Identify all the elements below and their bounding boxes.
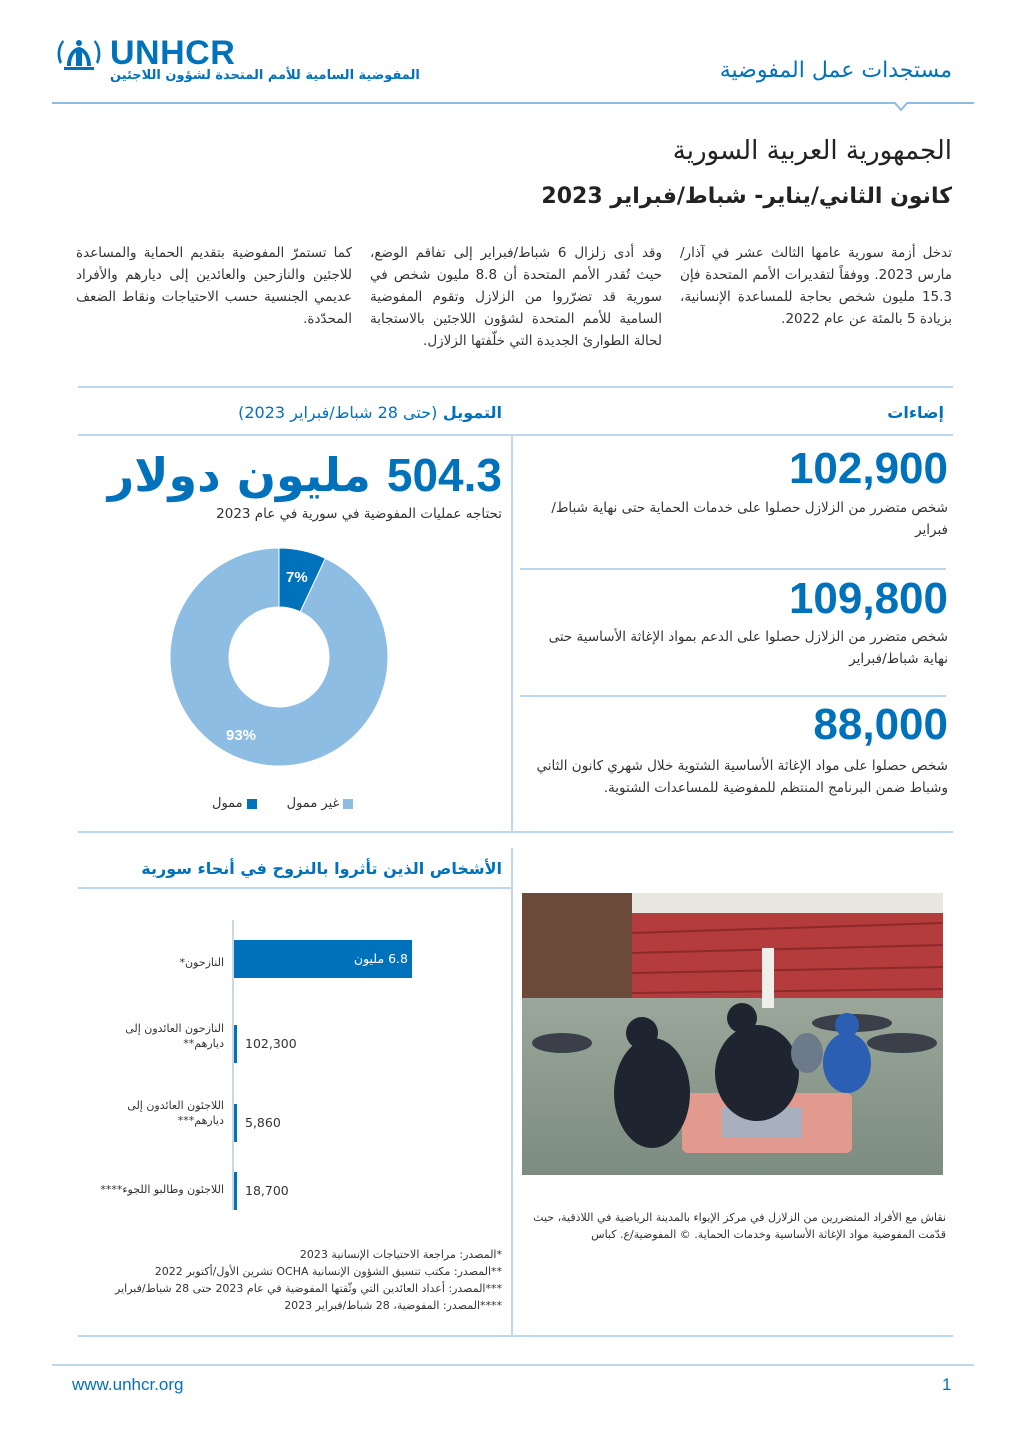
donut-label-funded: 7% [286, 568, 308, 586]
legend-funded [212, 796, 257, 811]
donut-slice-unfunded [170, 548, 388, 766]
highlight-number-1: 102,900 [788, 444, 948, 493]
legend-unfunded [287, 796, 354, 811]
source-note-4: ****المصدر: المفوضية، 28 شباط/فبراير 2023 [284, 1299, 502, 1312]
intro-paragraph-1: تدخل أزمة سورية عامها الثالث عشر في آذار/مارس 2023. ووفقاً لتقديرات الأمم المتحدة فإن 15.3 مليون شخص بحاجة للمساعدة الإنسانية، بزيادة 5 بالمئة عن عام 2022. [680, 245, 952, 327]
highlight-number-2: 109,800 [788, 574, 948, 623]
highlight-number-3: 88,000 [813, 700, 948, 749]
page-number: 1 [942, 1375, 952, 1394]
bar-label-refugees-asylum: اللاجئون وطالبو اللجوء**** [100, 1183, 224, 1196]
highlight-text-2: شخص متضرر من الزلازل حصلوا على الدعم بمواد الإغاثة الأساسية حتى نهاية شباط/فبراير [548, 629, 948, 667]
highlights-title: إضاءات [887, 403, 944, 422]
bar-label-idp-returnees: النازحون العائدون إلى ديارهم** [125, 1022, 224, 1050]
bar-idp-returnees [234, 1025, 237, 1063]
section-divider-bottom [78, 1335, 953, 1337]
bar-idps-value: 6.8 مليون [353, 951, 408, 966]
legend-unfunded-label: غير ممول [286, 796, 340, 811]
highlight-divider-2 [520, 695, 946, 697]
source-note-2: **المصدر: مكتب تنسيق الشؤون الإنسانية OCHA تشرين الأول/أكتوبر 2022 [154, 1265, 502, 1278]
funding-amount-unit: مليون دولار [107, 448, 371, 502]
source-note-3: ***المصدر: أعداد العائدين التي وثّقتها المفوضية في عام 2023 حتى 28 شباط/فبراير [115, 1282, 502, 1295]
page-title: الجمهورية العربية السورية [672, 136, 952, 166]
shelter-photo [522, 893, 943, 1175]
section-divider-top [78, 386, 953, 388]
header-divider [52, 102, 974, 104]
footer-website-link[interactable]: www.unhcr.org [72, 1375, 184, 1394]
bar-label-idps: النازحون* [179, 956, 224, 969]
photo-caption: نقاش مع الأفراد المتضررين من الزلازل في مركز الإيواء بالمدينة الرياضية في اللاذقية، حيث قدّمت المفوضية مواد الإغاثة الأساسية وخدمات الحماية. © المفوضية/ع. كباس [533, 1211, 946, 1241]
highlight-divider-1 [520, 568, 946, 570]
footer-divider [52, 1364, 974, 1366]
header-notch-icon [894, 102, 908, 112]
document-type: مستجدات عمل المفوضية [719, 58, 952, 83]
legend-funded-swatch [247, 799, 257, 809]
donut-label-unfunded: 93% [225, 727, 257, 744]
logo-wordmark: UNHCR [110, 34, 236, 72]
intro-paragraph-2: وقد أدى زلزال 6 شباط/فبراير إلى تفاقم الوضع، حيث تُقدر الأمم المتحدة أن 8.8 مليون شخص في سورية قد تضرّروا من الزلازل وتقوم المفوضية السامية للأمم المتحدة لشؤون اللاجئين بالاستجابة لحالة الطوارئ الجديدة التي خلّفتها الزلازل. [370, 245, 663, 349]
source-note-1: *المصدر: مراجعة الاحتياجات الإنسانية 2023 [299, 1248, 502, 1261]
bar-refugee-returnees-value: 5,860 [245, 1115, 281, 1130]
section-header-underline [78, 434, 953, 436]
unhcr-emblem-icon [54, 34, 104, 74]
funding-title-note: (حتى 28 شباط/فبراير 2023) [238, 403, 438, 422]
funding-title [238, 403, 502, 422]
intro-paragraph-3: كما تستمرّ المفوضية بتقديم الحماية والمساعدة للاجئين والنازحين والعائدين إلى ديارهم والأفراد عديمي الجنسية حسب الاحتياجات ونقاط الضعف المحدّدة. [76, 245, 352, 327]
legend-funded-label: ممول [212, 796, 243, 811]
displacement-sources [115, 1246, 502, 1314]
funding-amount [108, 448, 502, 502]
highlight-text-3: شخص حصلوا على مواد الإغاثة الأساسية الشتوية خلال شهري كانون الثاني وشباط ضمن البرنامج المنتظم للمفوضية للمساعدات الشتوية. [536, 758, 948, 796]
highlight-text-1: شخص متضرر من الزلازل حصلوا على خدمات الحماية حتى نهاية شباط/فبراير [551, 500, 948, 538]
report-period: كانون الثاني/يناير- شباط/فبراير 2023 [541, 184, 952, 209]
funding-donut-chart [168, 546, 390, 768]
bar-idp-returnees-value: 102,300 [245, 1036, 297, 1051]
bar-refugee-returnees [234, 1104, 237, 1142]
logo-subtitle: المفوضية السامية للأمم المتحدة لشؤون اللاجئين [110, 68, 420, 83]
column-divider-upper [511, 434, 513, 832]
funding-title-main: التمويل [442, 403, 502, 422]
unhcr-logo [54, 34, 454, 94]
bar-refugees-asylum-value: 18,700 [245, 1183, 289, 1198]
displacement-title-underline [78, 887, 512, 889]
legend-unfunded-swatch [343, 799, 353, 809]
section-divider-middle [78, 831, 953, 833]
funding-legend [212, 796, 353, 811]
displacement-bar-chart [90, 920, 490, 1210]
bar-label-refugee-returnees: اللاجئون العائدون إلى ديارهم*** [127, 1099, 224, 1127]
bar-refugees-asylum [234, 1172, 237, 1210]
column-divider-lower [511, 848, 513, 1336]
funding-amount-number: 504.3 [386, 449, 502, 501]
displacement-title: الأشخاص الذين تأثروا بالنزوح في أنحاء سورية [141, 859, 502, 878]
funding-subtitle: تحتاجه عمليات المفوضية في سورية في عام 2023 [216, 506, 502, 522]
